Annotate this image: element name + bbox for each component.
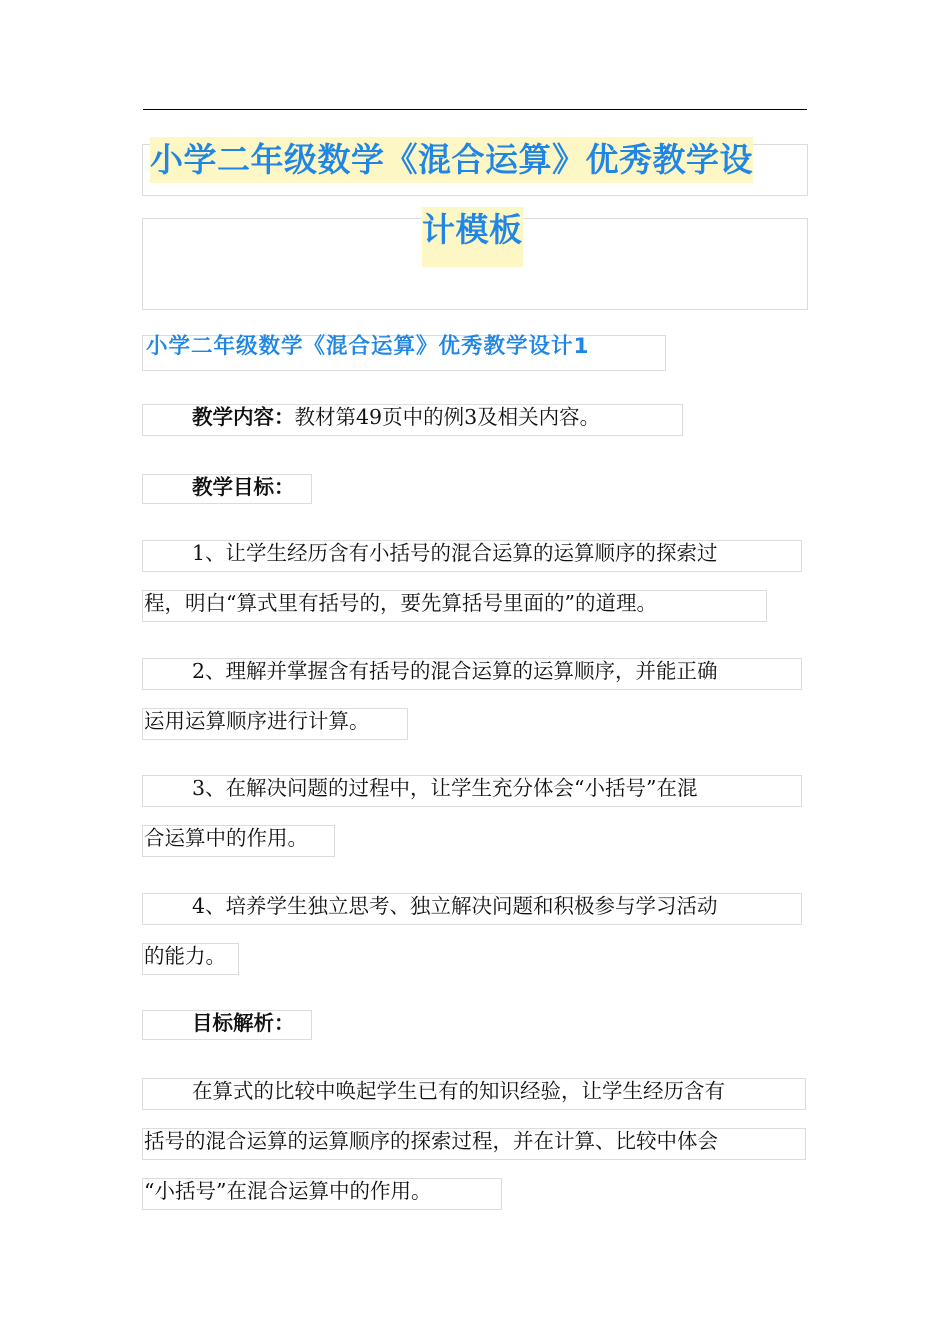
analysis-line-1: 在算式的比较中唤起学生已有的知识经验，让学生经历含有 xyxy=(192,1079,725,1103)
analysis-label: 目标解析： xyxy=(192,1011,295,1035)
content-text: 教材第49页中的例3及相关内容。 xyxy=(294,405,601,429)
teaching-content xyxy=(192,402,600,432)
objective-4-line-1: 4、培养学生独立思考、独立解决问题和积极参与学习活动 xyxy=(192,894,718,918)
objective-1-line-1: 1、让学生经历含有小括号的混合运算的运算顺序的探索过 xyxy=(192,541,718,565)
analysis-line-2: 括号的混合运算的运算顺序的探索过程，并在计算、比较中体会 xyxy=(144,1129,718,1153)
objective-4-line-2: 的能力。 xyxy=(144,944,226,968)
analysis-line-3: “小括号”在混合运算中的作用。 xyxy=(144,1179,432,1203)
objectives-label: 教学目标： xyxy=(192,475,295,499)
content-label: 教学内容： xyxy=(192,405,295,429)
objective-3-line-2: 合运算中的作用。 xyxy=(144,826,308,850)
objective-1-line-2: 程，明白“算式里有括号的，要先算括号里面的”的道理。 xyxy=(144,591,657,615)
objective-3-line-1: 3、在解决问题的过程中，让学生充分体会“小括号”在混 xyxy=(192,776,698,800)
objective-2-line-1: 2、理解并掌握含有括号的混合运算的运算顺序，并能正确 xyxy=(192,659,718,683)
section-heading: 小学二年级数学《混合运算》优秀教学设计1 xyxy=(146,334,590,359)
document-title-line-2: 计模板 xyxy=(422,207,523,267)
document-title-line-1: 小学二年级数学《混合运算》优秀教学设 xyxy=(150,137,753,183)
objective-2-line-2: 运用运算顺序进行计算。 xyxy=(144,709,370,733)
top-rule xyxy=(143,109,807,110)
